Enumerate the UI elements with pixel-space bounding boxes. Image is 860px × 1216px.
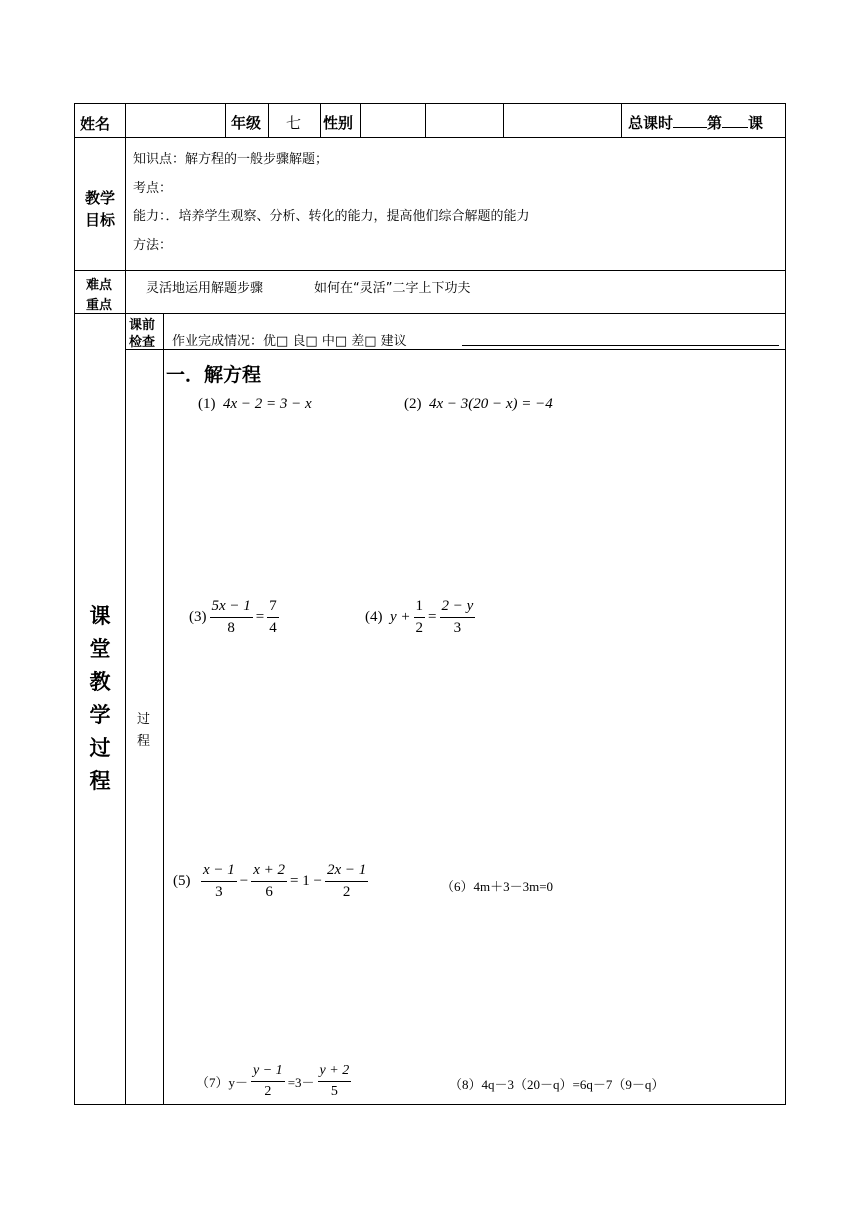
equation-3-denominator-left: 8 — [227, 620, 235, 636]
keypoint-difficulty: 灵活地运用解题步骤 — [146, 281, 264, 296]
equation-5-numerator-2: x + 2 — [251, 862, 287, 882]
process-label-line1: 过 — [137, 712, 151, 727]
gender-value-cell[interactable] — [362, 105, 424, 135]
goal-method: 方法： — [133, 238, 173, 253]
equation-7-lead: （7）y－ — [196, 1075, 249, 1090]
equation-4-numerator-left: 1 — [414, 598, 426, 618]
classroom-label-char: 课 — [89, 604, 111, 628]
equation-1-label: (1) — [198, 396, 216, 412]
lesson-di-label: 第 — [707, 114, 723, 132]
equation-7-denominator-1: 2 — [264, 1084, 272, 1099]
equation-4-denominator-left: 2 — [415, 620, 424, 636]
name-label: 姓名 — [80, 115, 111, 133]
precheck-label-line2: 检查 — [129, 335, 156, 350]
goals-label-line2: 目标 — [85, 211, 116, 229]
empty-cell-1 — [427, 105, 502, 135]
lesson-number-blank[interactable] — [722, 113, 748, 128]
equation-5-frac-2 — [251, 862, 287, 901]
lesson-ke-label: 课 — [748, 114, 764, 132]
grade-label: 年级 — [231, 114, 262, 132]
equation-7-middle: =3－ — [287, 1075, 315, 1090]
keypoint-focus: 如何在“灵活”二字上下功夫 — [314, 281, 471, 296]
goal-ability: 能力：．培养学生观察、分析、转化的能力，提高他们综合解题的能力 — [133, 209, 530, 224]
equation-5-label: (5) — [173, 873, 191, 889]
equation-5-frac-3 — [325, 862, 368, 901]
empty-cell-2 — [505, 105, 620, 135]
equation-4-numerator-right: 2 − y — [440, 598, 476, 618]
precheck-text: 作业完成情况：优□ 良□ 中□ 差□ 建议 — [172, 334, 407, 349]
total-hours-blank[interactable] — [673, 113, 707, 128]
equation-7-denominator-2: 5 — [330, 1084, 338, 1099]
equation-7-numerator-1: y − 1 — [251, 1063, 285, 1082]
equation-5-numerator-1: x − 1 — [201, 862, 237, 882]
grade-value: 七 — [286, 114, 302, 132]
classroom-label-char: 学 — [89, 703, 111, 727]
equation-5-denominator-1: 3 — [215, 884, 223, 900]
section-title: 一．解方程 — [166, 364, 262, 386]
classroom-label-char: 堂 — [89, 637, 111, 661]
suggestion-blank[interactable] — [462, 345, 779, 346]
classroom-label-char: 教 — [89, 670, 111, 694]
equation-5-minus: − — [239, 873, 249, 889]
equation-5-numerator-3: 2x − 1 — [325, 862, 368, 882]
equation-4-frac-right — [440, 598, 476, 637]
total-hours-label: 总课时 — [628, 114, 674, 132]
equation-7-frac-1 — [251, 1063, 285, 1100]
classroom-label-char: 程 — [89, 769, 111, 793]
equation-1 — [198, 396, 312, 413]
equation-4 — [365, 598, 478, 637]
equation-4-equals: = — [428, 609, 437, 625]
equation-6: （6）4m＋3－3m=0 — [441, 879, 554, 894]
equation-8: （8）4q－3（20－q）=6q－7（9－q） — [449, 1077, 665, 1092]
goal-exam-points: 考点： — [133, 181, 173, 196]
equation-4-lead: y + — [390, 609, 411, 625]
goal-knowledge: 知识点：解方程的一般步骤解题； — [133, 152, 329, 167]
equation-1-body: 4x − 2 = 3 − x — [223, 396, 312, 412]
keypoints-label-line1: 难点 — [86, 278, 113, 293]
equation-3-equals: = — [255, 609, 265, 625]
equation-2 — [404, 396, 553, 413]
equation-7-frac-2 — [318, 1063, 352, 1100]
equation-3-numerator-left: 5x − 1 — [210, 598, 253, 618]
equation-5-middle: = 1 − — [290, 873, 322, 889]
keypoints-label-line2: 重点 — [86, 298, 113, 313]
precheck-label-line1: 课前 — [129, 318, 156, 333]
equation-3 — [189, 598, 282, 637]
equation-3-numerator-right: 7 — [267, 598, 279, 618]
classroom-label-char: 过 — [89, 736, 111, 760]
equation-2-body: 4x − 3(20 − x) = −4 — [429, 396, 553, 412]
equation-4-label: (4) — [365, 609, 383, 625]
equation-5-denominator-3: 2 — [342, 884, 351, 900]
equation-3-denominator-right: 4 — [269, 620, 277, 636]
equation-3-frac-left — [210, 598, 253, 637]
equation-5-frac-1 — [201, 862, 237, 901]
process-label-line2: 程 — [137, 734, 151, 749]
equation-3-frac-right — [267, 598, 279, 637]
equation-2-label: (2) — [404, 396, 422, 412]
equation-7 — [196, 1063, 354, 1100]
equation-7-numerator-2: y + 2 — [318, 1063, 352, 1082]
goals-label-line1: 教学 — [85, 189, 116, 207]
equation-3-label: (3) — [189, 609, 207, 625]
classroom-label — [76, 600, 124, 798]
gender-label: 性别 — [323, 114, 354, 132]
name-value-cell[interactable] — [127, 105, 223, 135]
equation-4-frac-left — [414, 598, 426, 637]
equation-5 — [173, 862, 371, 901]
total-hours-field — [628, 112, 763, 133]
equation-5-denominator-2: 6 — [265, 884, 273, 900]
equation-4-denominator-right: 3 — [453, 620, 462, 636]
